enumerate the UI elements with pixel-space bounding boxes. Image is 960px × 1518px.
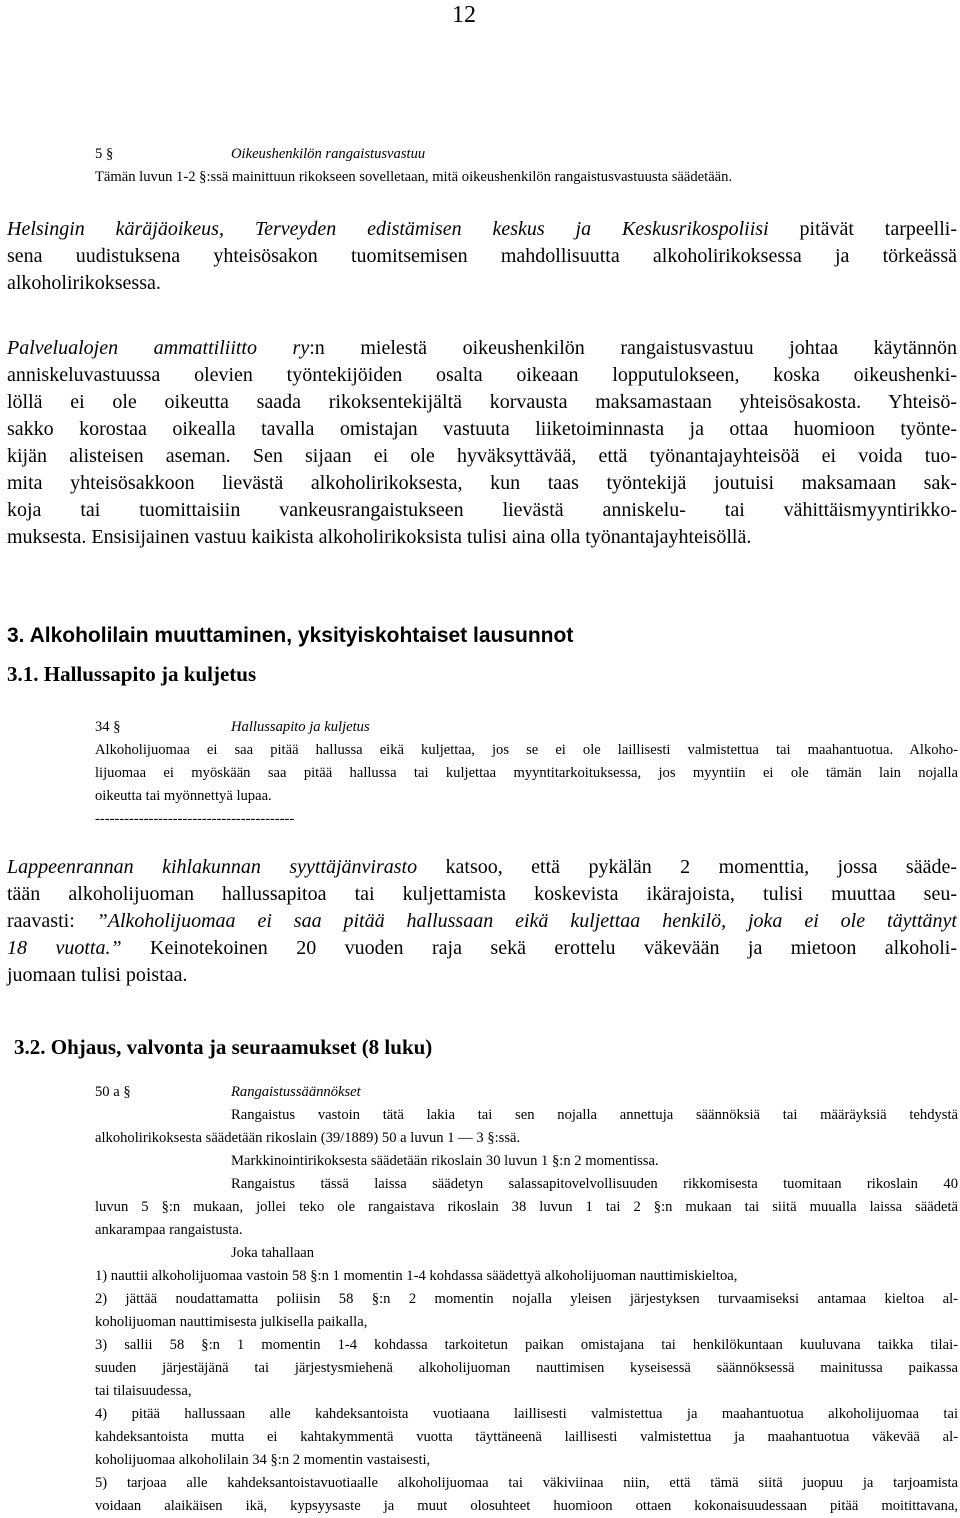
section-5-heading [95,143,935,166]
law-line: Markkinointirikoksesta säädetään rikoslain 30 luvun 1 §:n 2 momentissa. [231,1153,659,1169]
law-line: Rangaistus vastoin tätä lakia tai sen nojalla annettuja säännöksiä tai määräyksiä tehdystä [231,1107,958,1123]
law-line: lijuomaa ei myöskään saa pitää hallussa tai kuljettaa myyntitarkoituksessa, jos myyntiin ei ole tämän lain nojalla [95,765,958,781]
law-item: 5) tarjoaa alle kahdeksantoistavuotiaalle alkoholijuomaa tai väkiviinaa niin, että tämä siitä juopuu ja tarjoamista [95,1475,958,1491]
paragraph-line: 18 vuotta.” Keinotekoinen 20 vuoden raja sekä erottelu väkevään ja mietoon alkoholi- [7,937,957,959]
law-item: 1) nauttii alkoholijuomaa vastoin 58 §:n 1 momentin 1-4 kohdassa säädettyä alkoholijuoman nauttimiskieltoa, [95,1268,738,1284]
section-34-block [95,716,958,831]
paragraph-lappeenranta [7,854,957,989]
paragraph-subject: Helsingin käräjäoikeus, Terveyden edistämisen keskus ja Keskusrikospoliisi [7,218,769,240]
proposed-wording: ”Alkoholijuomaa ei saa pitää hallussaan eikä kuljettaa henkilö, joka ei ole täyttänyt [96,910,957,932]
law-item: 4) pitää hallussaan alle kahdeksantoista vuotiaana laillisesti valmistettua ja maahantuotua alkoholijuomaa tai [95,1406,958,1422]
law-line: voidaan alaikäisen ikä, kypsyysaste ja muut olosuhteet huomioon ottaen kokonaisuudessaan pitää moitittavana, [95,1498,958,1514]
paragraph-line: kijän alisteisen aseman. Sen sijaan ei ole hyväksyttävää, että työnantajayhteisöä ei voida tuo- [7,445,957,467]
law-line: Joka tahallaan [231,1245,315,1261]
section-5-number: 5 § [95,146,114,162]
section-50a-block [95,1081,958,1518]
paragraph-line: alkoholirikoksessa. [7,272,161,294]
paragraph-line: löllä ei ole oikeutta saada rikoksentekijältä korvausta maksamastaan yhteisösakosta. Yhteisö- [7,391,957,413]
section-5-title: Oikeushenkilön rangaistusvastuu [231,146,426,162]
law-item: 3) sallii 58 §:n 1 momentin 1-4 kohdassa tarkoitetun paikan omistajana tai henkilökuntaan kuuluvana taikka tilai- [95,1337,958,1353]
paragraph-subject: Palvelualojen ammattiliitto ry [7,337,310,359]
law-line: Alkoholijuomaa ei saa pitää hallussa eikä kuljettaa, jos se ei ole laillisesti valmistettua tai maahantuotua. Alkoho- [95,742,958,758]
law-line: kahdeksantoista mutta ei kahtakymmentä vuotta täyttäneenä laillisesti valmistettua ja maahantuotua väkevää al- [95,1429,958,1445]
law-item: 2) jättää noudattamatta poliisin 58 §:n 2 momentin nojalla yleisen järjestyksen turvaamiseksi antamaa kieltoa al- [95,1291,958,1307]
law-line: luvun 5 §:n mukaan, jollei teko ole rangaistava rikoslain 38 luvun 1 tai 2 §:n mukaan tai siitä muualla laissa säädetä [95,1199,958,1215]
law-line: koholijuomaa alkoholilain 34 §:n 2 momentin vastaisesti, [95,1452,431,1468]
paragraph-line: anniskeluvastuussa olevien työntekijöiden osalta oikeaan lopputulokseen, koska oikeushenki- [7,364,957,386]
paragraph-subject: Lappeenrannan kihlakunnan syyttäjänvirasto [7,856,418,878]
section-heading-3-1: 3.1. Hallussapito ja kuljetus [7,662,257,686]
separator-dashes: ----------------------------------------- [95,811,295,827]
section-34-heading [95,716,958,739]
paragraph-line: Palvelualojen ammattiliitto ry:n mielestä oikeushenkilön rangaistusvastuu johtaa käytännön [7,337,957,359]
law-line: koholijuoman nauttimisesta julkisella paikalla, [95,1314,368,1330]
section-50a-title: Rangaistussäännökset [231,1084,361,1100]
paragraph-line: koja tai tuomittaisiin vankeusrangaistukseen lievästä anniskelu- tai vähittäismyyntirikko- [7,499,957,521]
section-50a-heading [95,1081,958,1104]
section-34-title: Hallussapito ja kuljetus [231,719,370,735]
paragraph-line: Helsingin käräjäoikeus, Terveyden edistämisen keskus ja Keskusrikospoliisi pitävät tarpeelli- [7,218,957,240]
paragraph-line: sena uudistuksena yhteisösakon tuomitsemisen mahdollisuutta alkoholirikoksessa ja törkeässä [7,245,957,267]
section-34-number: 34 § [95,719,121,735]
proposed-wording-end: 18 vuotta.” [7,937,122,959]
section-50a-number: 50 a § [95,1084,131,1100]
paragraph-line: raavasti: ”Alkoholijuomaa ei saa pitää hallussaan eikä kuljettaa henkilö, joka ei ole täyttänyt [7,910,957,932]
section-heading-3: 3. Alkoholilain muuttaminen, yksityiskohtaiset lausunnot [7,624,574,647]
paragraph-line: sakko korostaa oikealla tavalla omistajan vastuuta liiketoiminnasta ja ottaa huomioon työnte- [7,418,957,440]
paragraph-line: mita yhteisösakkoon lievästä alkoholirikoksesta, kun taas työntekijä joutuisi maksamaan sak- [7,472,957,494]
paragraph-line: muksesta. Ensisijainen vastuu kaikista alkoholirikoksista tulisi aina olla työnantajayhteisöllä. [7,526,752,548]
law-line: ankarampaa rangaistusta. [95,1222,243,1238]
law-line: Rangaistus tässä laissa säädetyn salassapitovelvollisuuden rikkomisesta tuomitaan rikoslain 40 [231,1176,958,1192]
paragraph-helsinki [7,216,957,297]
section-5-block [95,143,935,189]
law-line: oikeutta tai myönnettyä lupaa. [95,788,272,804]
paragraph-line: Lappeenrannan kihlakunnan syyttäjänvirasto katsoo, että pykälän 2 momenttia, jossa sääde- [7,856,957,878]
paragraph-pam [7,335,957,551]
paragraph-line: juomaan tulisi poistaa. [7,964,188,986]
page-number: 12 [452,2,476,28]
law-line: tai tilaisuudessa, [95,1383,192,1399]
section-5-text: Tämän luvun 1-2 §:ssä mainittuun rikokseen sovelletaan, mitä oikeushenkilön rangaistusvastuusta säädetään. [95,169,733,185]
paragraph-line: tään alkoholijuoman hallussapitoa tai kuljettamista koskevista ikärajoista, tulisi muuttaa seu- [7,883,957,905]
law-line: alkoholirikoksesta säädetään rikoslain (39/1889) 50 a luvun 1 — 3 §:ssä. [95,1130,521,1146]
section-heading-3-2: 3.2. Ohjaus, valvonta ja seuraamukset (8 luku) [14,1035,433,1059]
law-line: suuden järjestäjänä tai järjestysmiehenä alkoholijuoman nauttimisen kyseisessä säännöksessä mainitussa paikassa [95,1360,958,1376]
